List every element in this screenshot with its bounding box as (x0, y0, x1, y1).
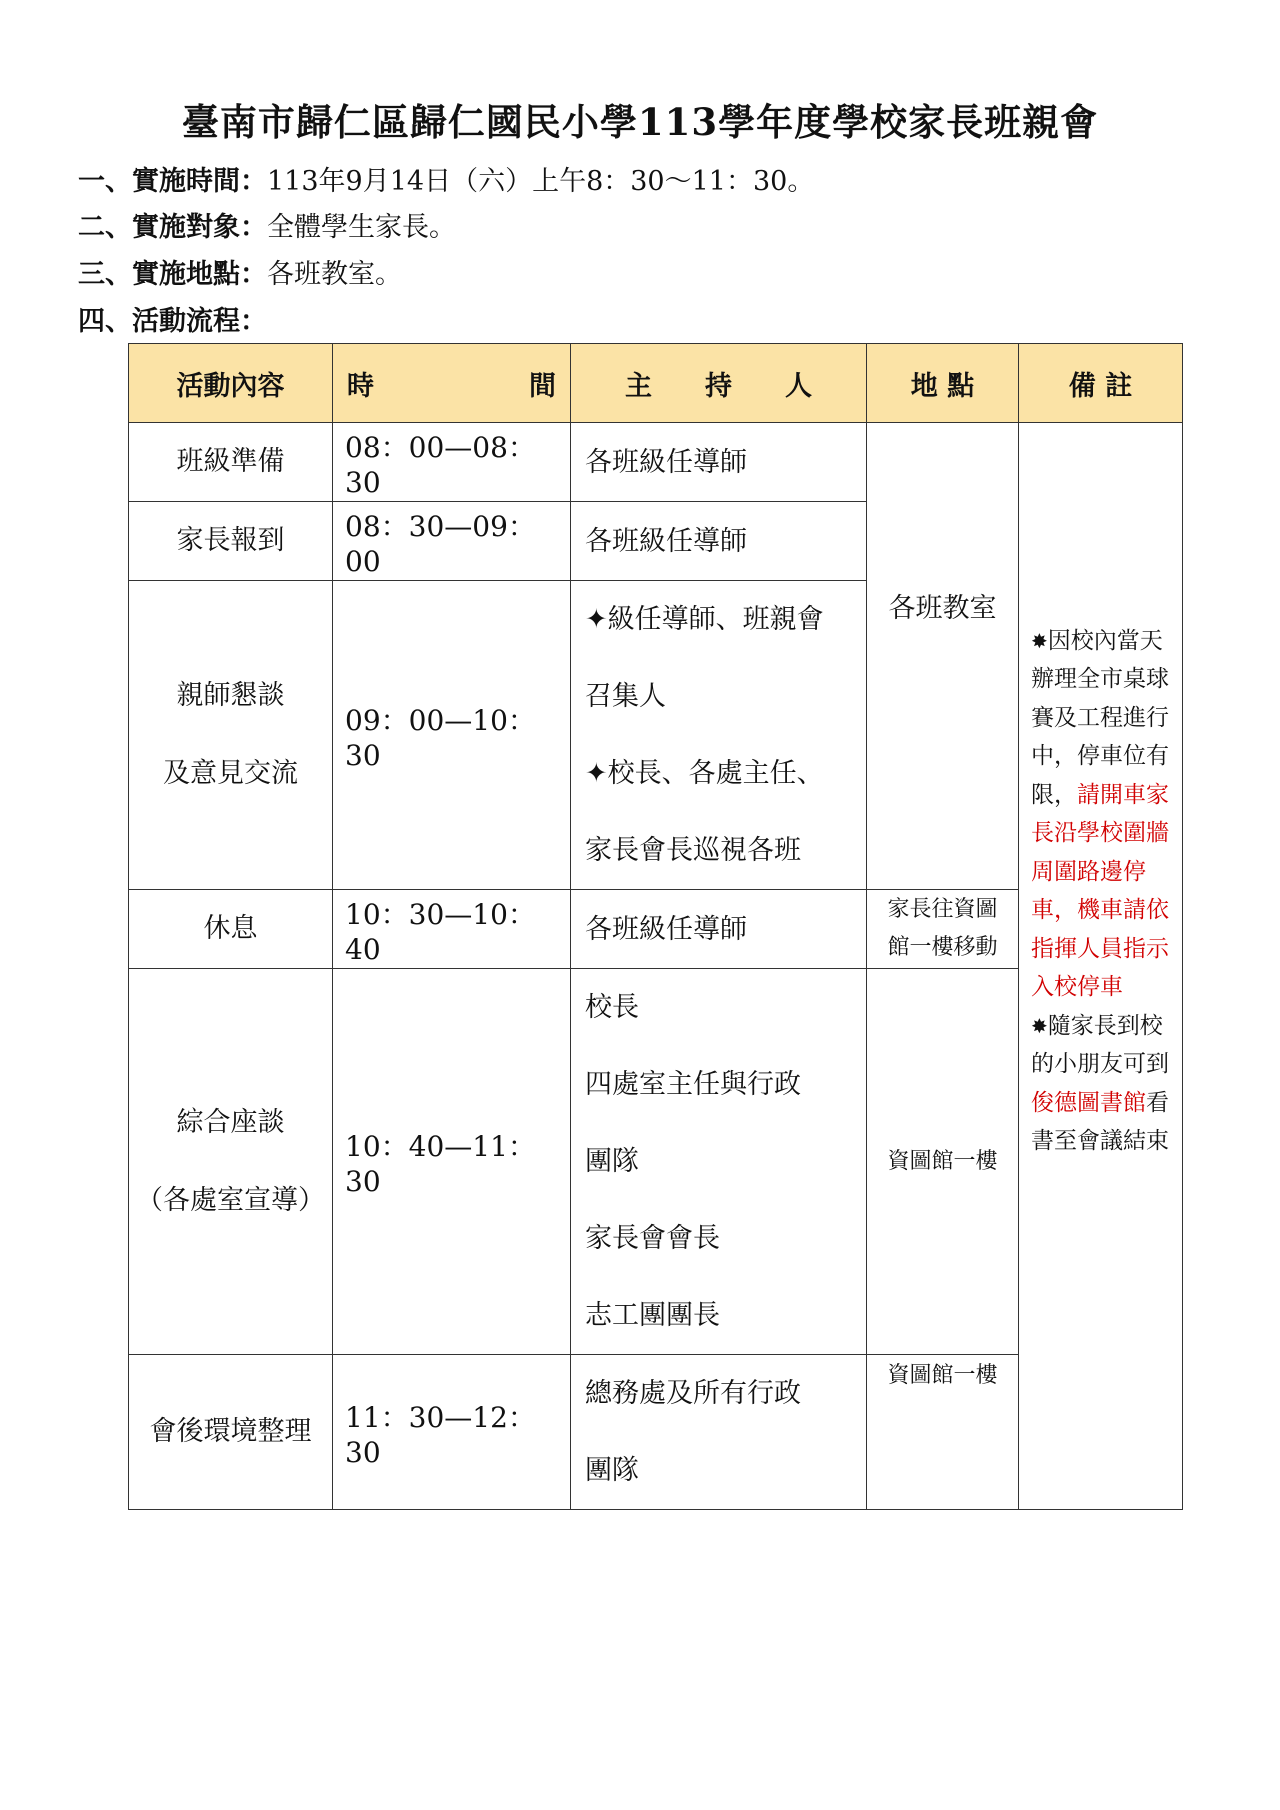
time-cell: 11：30—12：30 (333, 1355, 571, 1510)
header-place: 地 點 (867, 344, 1019, 423)
time-cell: 08：00—08：30 (333, 423, 571, 502)
activity-cell: 親師懇談 及意見交流 (129, 581, 333, 890)
section-location-value: 各班教室。 (267, 259, 402, 290)
parking-highlight: 請開車家長沿學校圍牆周圍路邊停車，機車請依指揮人員指示入校停車 (1031, 781, 1169, 1000)
star-icon: ✸ (1031, 628, 1048, 653)
note-cell (1019, 423, 1183, 1510)
schedule-table (128, 343, 1183, 1510)
section-location-label: 三、實施地點： (78, 259, 267, 290)
host-cell: 校長 四處室主任與行政 團隊 家長會會長 志工團團長 (571, 969, 867, 1355)
section-process-label: 四、活動流程： (78, 306, 267, 337)
activity-cell: 會後環境整理 (129, 1355, 333, 1510)
library-highlight: 俊德圖書館 (1031, 1089, 1146, 1116)
time-cell: 08：30—09：00 (333, 502, 571, 581)
table-header-row (129, 344, 1183, 423)
place-cell: 家長往資圖 館一樓移動 (867, 890, 1019, 969)
host-cell: 各班級任導師 (571, 890, 867, 969)
place-cell: 資圖館一樓 (867, 969, 1019, 1355)
host-cell: ✦級任導師、班親會 召集人 ✦校長、各處主任、 家長會長巡視各班 (571, 581, 867, 890)
section-time-label: 一、實施時間： (78, 166, 267, 197)
section-audience-label: 二、實施對象： (78, 212, 267, 243)
header-host: 主 持 人 (571, 344, 867, 423)
table-row (129, 423, 1183, 502)
header-activity: 活動內容 (129, 344, 333, 423)
section-location (78, 258, 402, 292)
host-cell: 總務處及所有行政 團隊 (571, 1355, 867, 1510)
time-cell: 10：30—10：40 (333, 890, 571, 969)
header-time: 時 間 (333, 344, 571, 423)
place-cell: 各班教室 (867, 423, 1019, 890)
host-cell: 各班級任導師 (571, 502, 867, 581)
header-note: 備 註 (1019, 344, 1183, 423)
section-time-value: 113年9月14日（六）上午8：30～11：30。 (267, 166, 815, 197)
page-title: 臺南市歸仁區歸仁國民小學113學年度學校家長班親會 (181, 100, 1099, 144)
place-cell: 資圖館一樓 (867, 1355, 1019, 1510)
time-cell: 09：00—10：30 (333, 581, 571, 890)
star-icon: ✸ (1031, 1013, 1048, 1038)
section-audience-value: 全體學生家長。 (267, 212, 456, 243)
activity-cell: 綜合座談 （各處室宣導） (129, 969, 333, 1355)
section-audience (78, 211, 456, 245)
time-cell: 10：40—11：30 (333, 969, 571, 1355)
section-process (78, 305, 267, 339)
note-text: ✸因校內當天辦理全市桌球賽及工程進行中，停車位有限，請開車家長沿學校圍牆周圍路邊停車，機車請依指揮人員指示入校停車 ✸隨家長到校的小朋友可到俊德圖書館看書至會議結束 (1031, 627, 1169, 1154)
activity-cell: 班級準備 (129, 423, 333, 502)
section-time (78, 165, 814, 199)
activity-cell: 家長報到 (129, 502, 333, 581)
activity-cell: 休息 (129, 890, 333, 969)
host-cell: 各班級任導師 (571, 423, 867, 502)
